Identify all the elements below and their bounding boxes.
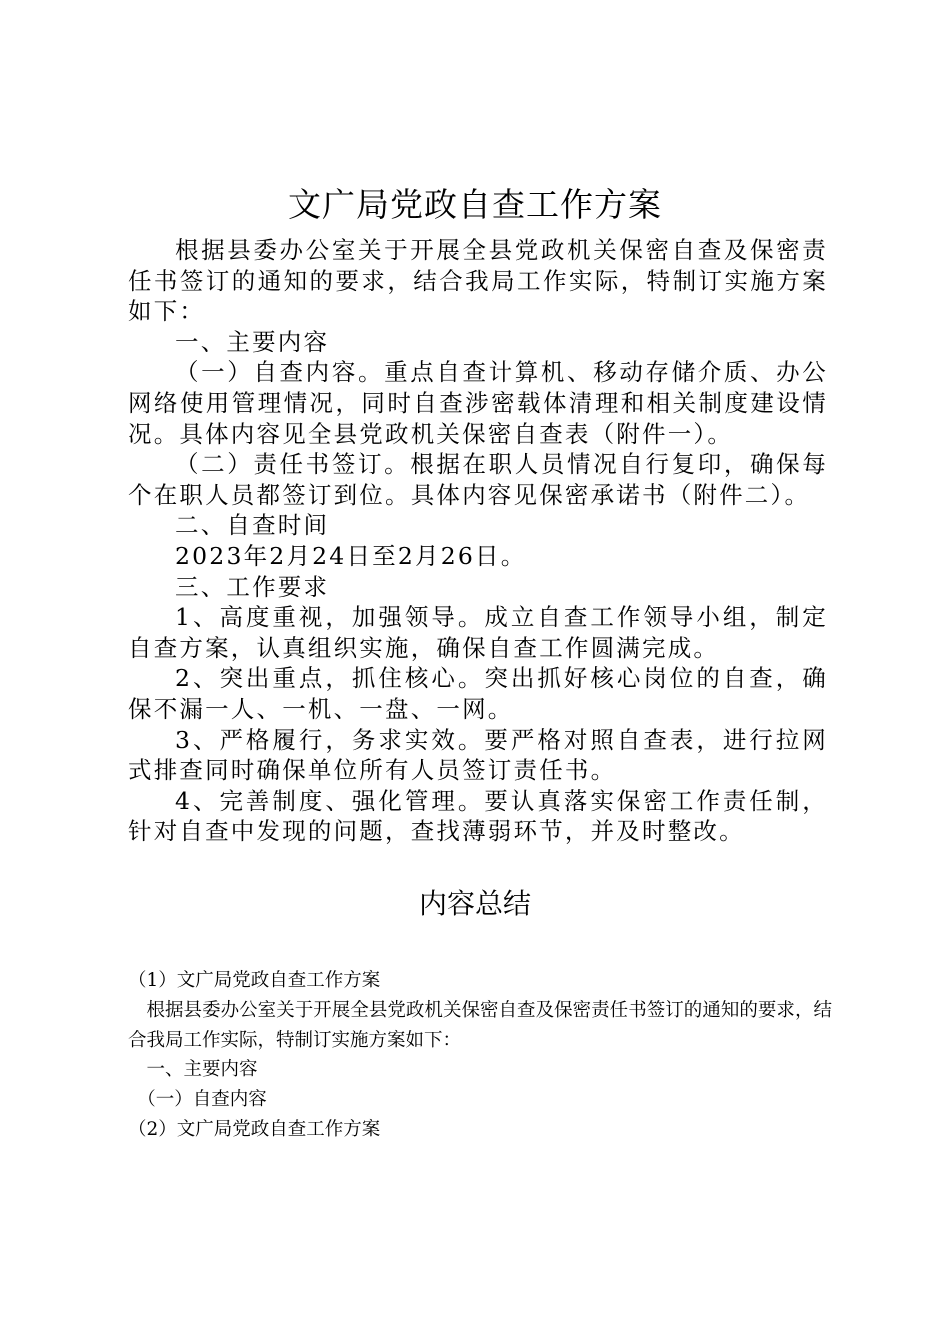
summary-line-1: （1）文广局党政自查工作方案 <box>128 970 381 991</box>
paragraph-responsibility-signing: （二）责任书签订。根据在职人员情况自行复印，确保每个在职人员都签订到位。具体内容见保密承诺书（附件二）。 <box>128 450 828 509</box>
section-heading-work-requirements: 三、工作要求 <box>175 572 330 601</box>
section-heading-self-check-time: 二、自查时间 <box>175 511 330 540</box>
requirement-item-3: 3、严格履行，务求实效。要严格对照自查表，进行拉网式排查同时确保单位所有人员签订责任书。 <box>128 725 828 785</box>
summary-line-5: （2）文广局党政自查工作方案 <box>128 1118 381 1140</box>
paragraph-date-range: 2023年2月24日至2月26日。 <box>175 541 527 570</box>
document-body <box>128 235 828 847</box>
paragraph-self-check-content: （一）自查内容。重点自查计算机、移动存储介质、办公网络使用管理情况，同时自查涉密载体清理和相关制度建设情况。具体内容见全县党政机关保密自查表（附件一）。 <box>128 358 828 448</box>
summary-heading: 内容总结 <box>418 887 531 920</box>
requirement-item-4: 4、完善制度、强化管理。要认真落实保密工作责任制，针对自查中发现的问题，查找薄弱环节，并及时整改。 <box>128 786 828 846</box>
section-heading-main-content: 一、主要内容 <box>175 327 330 356</box>
requirement-item-2: 2、突出重点，抓住核心。突出抓好核心岗位的自查，确保不漏一人、一机、一盘、一网。 <box>128 664 828 723</box>
requirement-item-1: 1、高度重视，加强领导。成立自查工作领导小组，制定自查方案，认真组织实施，确保自查工作圆满完成。 <box>128 603 828 662</box>
summary-line-3: 一、主要内容 <box>146 1059 258 1081</box>
summary-body <box>128 966 832 1145</box>
summary-line-2: 根据县委办公室关于开展全县党政机关保密自查及保密责任书签订的通知的要求，结合我局工作实际，特制订实施方案如下： <box>128 999 832 1051</box>
intro-paragraph: 根据县委办公室关于开展全县党政机关保密自查及保密责任书签订的通知的要求，结合我局工作实际，特制订实施方案如下： <box>128 236 828 326</box>
document-title: 文广局党政自查工作方案 <box>288 185 662 224</box>
summary-line-4: （一）自查内容 <box>137 1089 267 1111</box>
